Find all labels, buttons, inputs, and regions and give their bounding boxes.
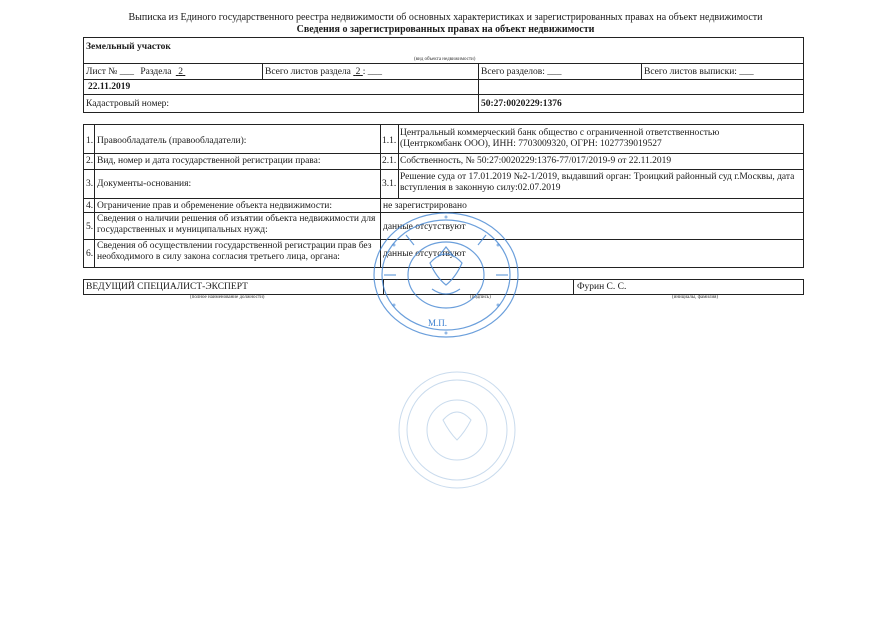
row-subnumber: 1.1.	[382, 136, 397, 146]
document-subtitle: Сведения о зарегистрированных правах на объект недвижимости	[296, 24, 595, 35]
name-caption: (инициалы, фамилия)	[672, 295, 719, 300]
row-label: Сведения о наличии решения об изъятии объекта недвижимости для государственных и муниципальных нужд:	[97, 214, 376, 235]
row-subnumber: 2.1.	[382, 156, 397, 166]
row-value: не зарегистрировано	[383, 201, 467, 211]
mp-label: М.П.	[428, 318, 448, 328]
row-label: Ограничение прав и обременение объекта недвижимости:	[97, 201, 332, 211]
signature-caption: (подпись)	[470, 295, 491, 300]
row-label: Вид, номер и дата государственной регистрации права:	[97, 156, 321, 166]
sheet-number: Лист № ___ Раздела 2	[86, 67, 183, 77]
row-value: данные отсутствуют	[383, 222, 466, 232]
signature-table	[83, 279, 804, 295]
row-number: 5.	[86, 222, 94, 232]
row-value: данные отсутствуют	[383, 249, 466, 259]
object-type: Земельный участок	[86, 42, 171, 52]
row-value: Собственность, № 50:27:0020229:1376-77/017/2019-9 от 22.11.2019	[400, 156, 672, 166]
officer-name: Фурин С. С.	[577, 282, 627, 292]
cadastral-label: Кадастровый номер:	[86, 99, 170, 109]
total-sections: Всего разделов: ___	[481, 67, 562, 77]
row-value: Решение суда от 17.01.2019 №2-1/2019, выдавший орган: Троицкий районный суд г.Москвы, дата вступления в законную силу:02.07.2019	[400, 172, 795, 193]
document-title: Выписка из Единого государственного реестра недвижимости об основных характеристиках и зарегистрированных правах на объект недвижимости	[128, 12, 763, 23]
extract-date: 22.11.2019	[88, 82, 131, 92]
officer-position: ВЕДУЩИЙ СПЕЦИАЛИСТ-ЭКСПЕРТ	[86, 282, 248, 292]
cadastral-number: 50:27:0020229:1376	[481, 99, 562, 109]
row-label: Сведения об осуществлении государственной регистрации прав без необходимого в силу закона согласия третьего лица, органа:	[97, 241, 372, 262]
row-number: 2.	[86, 156, 94, 166]
total-sheets: Всего листов выписки: ___	[644, 67, 754, 77]
rights-table	[83, 124, 804, 268]
row-label: Документы-основания:	[97, 179, 192, 189]
row-number: 4.	[86, 201, 94, 211]
object-type-caption: (вид объекта недвижимости)	[414, 57, 476, 62]
row-number: 1.	[86, 136, 94, 146]
row-number: 6.	[86, 249, 94, 259]
sheets-in-section: Всего листов раздела 2 : ___	[265, 67, 383, 77]
row-subnumber: 3.1.	[382, 179, 397, 189]
row-number: 3.	[86, 179, 94, 189]
position-caption: (полное наименование должности)	[190, 295, 265, 300]
faint-seal-stamp	[395, 368, 520, 493]
object-info-table	[83, 37, 804, 113]
row-label: Правообладатель (правообладатели):	[97, 136, 247, 146]
row-value: Центральный коммерческий банк общество с ограниченной ответственностью (Центркомбанк ООО), ИНН: 7703009320, ОГРН: 1027739019527	[400, 128, 720, 149]
